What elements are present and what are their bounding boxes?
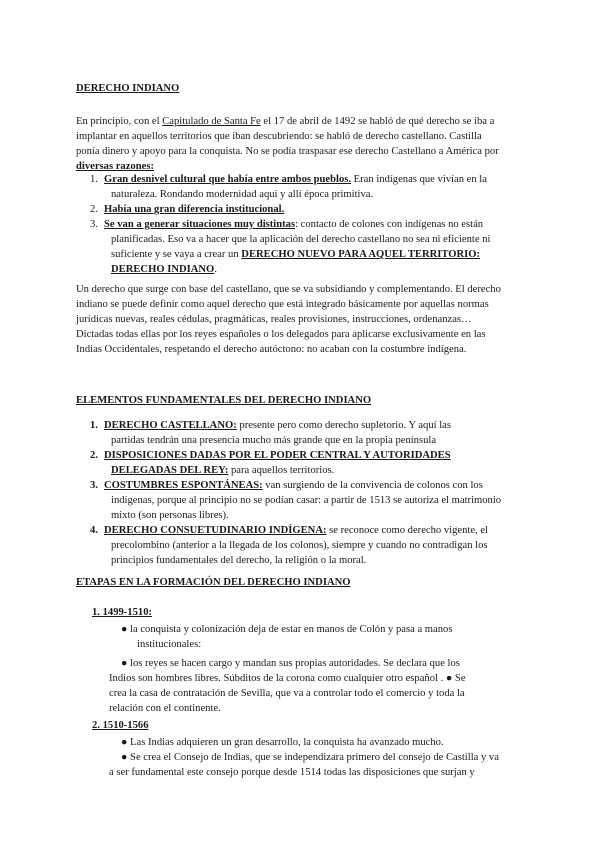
item-text-cont: principios fundamentales del derecho, la religión o la moral. xyxy=(111,555,367,566)
section-title-etapas: ETAPAS EN LA FORMACIÓN DEL DERECHO INDIANO xyxy=(76,577,351,588)
bullet-line: institucionales: xyxy=(137,639,202,650)
item-heading: DERECHO CONSUETUDINARIO INDÍGENA: xyxy=(104,525,327,536)
reason-text-cont: planificadas. Eso va a hacer que la aplicación del derecho castellano no sea ni eficiente ni xyxy=(111,234,491,245)
paragraph-line: Un derecho que surge con base del castellano, que se va subsidiando y complementando. El derecho xyxy=(76,284,501,295)
reason-heading: Había una gran diferencia institucional. xyxy=(104,204,285,215)
item-number: 3. xyxy=(90,480,98,491)
derecho-indiano-heading: DERECHO INDIANO xyxy=(111,264,215,275)
reason-number: 1. xyxy=(90,174,98,185)
paragraph-line: Indias Occidentales, respetando el derecho autóctono: no acaban con la costumbre indígena. xyxy=(76,344,467,355)
bullet-line: crea la casa de contratación de Sevilla, que va a controlar todo el comercio y toda la xyxy=(109,688,465,699)
reasons-list xyxy=(90,172,550,277)
stage-2-bullets xyxy=(109,735,569,780)
item-heading: DELEGADAS DEL REY: xyxy=(111,465,229,476)
diversas-razones: diversas razones: xyxy=(76,161,154,172)
reason-1 xyxy=(90,172,550,187)
reason-text-cont xyxy=(90,262,550,277)
capitulado-santa-fe: Capitulado de Santa Fe xyxy=(162,116,261,127)
period: . xyxy=(214,264,217,275)
paragraph-line: indiano se puede definir como aquel derecho que está integrado básicamente por aquellas normas xyxy=(76,299,489,310)
item-heading: DISPOSICIONES DADAS POR EL PODER CENTRAL Y AUTORIDADES xyxy=(104,450,451,461)
elemento-4 xyxy=(90,523,560,538)
item-number: 1. xyxy=(90,420,98,431)
reason-text: Eran indígenas que vivían en la xyxy=(351,174,487,185)
bullet-line: relación con el continente. xyxy=(109,703,221,714)
page-title: DERECHO INDIANO xyxy=(76,83,180,94)
elemento-3 xyxy=(90,478,560,493)
item-text-cont xyxy=(90,463,560,478)
stage-1-label: 1. 1499-1510: xyxy=(92,607,153,618)
reason-text-cont xyxy=(90,247,550,262)
reason-3 xyxy=(90,217,550,232)
reason-heading: Gran desnivel cultural que había entre ambos pueblos. xyxy=(104,174,352,185)
intro-text-2: el 17 de abril de 1492 se habló de qué derecho se iba a xyxy=(260,116,495,127)
reason-number: 2. xyxy=(90,204,98,215)
intro-line-3: ponía dinero y apoyo para la conquista. No se podía traspasar ese derecho Castellano a América por xyxy=(76,146,499,157)
reason-text: : contacto de colones con indígenas no están xyxy=(295,219,484,230)
item-text-cont: mixto (son personas libres). xyxy=(111,510,229,521)
item-number: 4. xyxy=(90,525,98,536)
elemento-1 xyxy=(90,418,560,433)
item-text: se reconoce como derecho vigente, el xyxy=(326,525,488,536)
item-heading: COSTUMBRES ESPONTÁNEAS: xyxy=(104,480,263,491)
bullet-line: ● Se crea el Consejo de Indias, que se independizara primero del consejo de Castilla y va xyxy=(121,752,499,763)
paragraph-line: Dictadas todas ellas por los reyes españoles o los delegados para aplicarse exclusivamente en las xyxy=(76,329,486,340)
item-text: presente pero como derecho supletorio. Y aquí las xyxy=(236,420,452,431)
elemento-2 xyxy=(90,448,560,463)
bullet-line: ● los reyes se hacen cargo y mandan sus propias autoridades. Se declara que los xyxy=(121,658,460,669)
stage-1-bullets xyxy=(109,622,561,716)
item-text-cont: indígenas, porque al principio no se podían casar: a partir de 1513 se autoriza el matrimonio xyxy=(111,495,502,506)
bullet-line: a ser fundamental este consejo porque desde 1514 todas las disposiciones que surjan y xyxy=(109,767,475,778)
intro-line-1 xyxy=(76,114,546,129)
item-text-cont: precolombino (anterior a la llegada de los colonos), siempre y cuando no contradigan los xyxy=(111,540,488,551)
bullet-line: ● Las Indias adquieren un gran desarrollo, la conquista ha avanzado mucho. xyxy=(121,737,444,748)
intro-text-1: En principio, con el xyxy=(76,116,163,127)
item-text: van surgiendo de la convivencia de colonos con los xyxy=(262,480,483,491)
intro-paragraph xyxy=(76,114,546,174)
derecho-nuevo-heading: DERECHO NUEVO PARA AQUEL TERRITORIO: xyxy=(241,249,481,260)
paragraph-line: jurídicas nuevas, reales cédulas, pragmáticas, reales provisiones, instrucciones, ordenanzas… xyxy=(76,314,472,325)
reason-number: 3. xyxy=(90,219,98,230)
reason-text: suficiente y se vaya a crear un xyxy=(111,249,242,260)
elementos-list xyxy=(90,418,560,568)
item-heading: DERECHO CASTELLANO: xyxy=(104,420,237,431)
reason-2 xyxy=(90,202,550,217)
intro-line-2: implantar en aquellos territorios que iban descubriendo: se habló de derecho castellano. Castilla xyxy=(76,131,482,142)
reason-text-cont: naturaleza. Rondando modernidad aquí y allí época primitiva. xyxy=(111,189,374,200)
bullet-line: ● la conquista y colonización deja de estar en manos de Colón y pasa a manos xyxy=(121,624,453,635)
bullet-line: Indios son hombres libres. Súbditos de la corona como cualquier otro español . ● Se xyxy=(109,673,466,684)
definition-paragraph xyxy=(76,282,556,357)
section-title-elementos: ELEMENTOS FUNDAMENTALES DEL DERECHO INDIANO xyxy=(76,395,372,406)
item-text: para aquellos territorios. xyxy=(228,465,335,476)
stage-2-label: 2. 1510-1566 xyxy=(92,720,149,731)
item-number: 2. xyxy=(90,450,98,461)
item-text-cont: partidas tendrán una presencia mucho más grande que en la propia península xyxy=(111,435,437,446)
reason-heading: Se van a generar situaciones muy distintas xyxy=(104,219,296,230)
